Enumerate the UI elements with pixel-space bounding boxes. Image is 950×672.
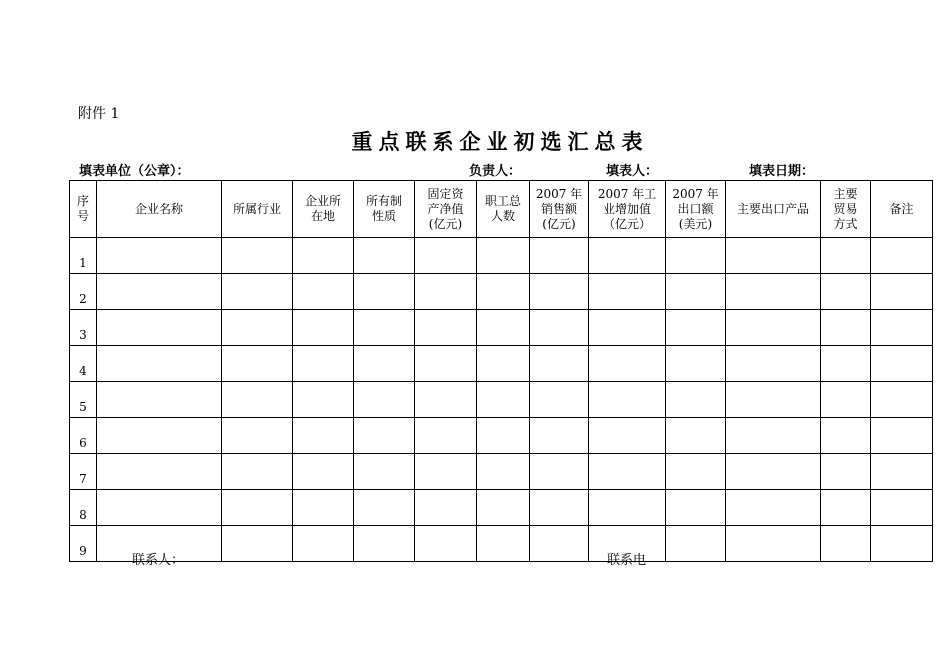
summary-table	[69, 180, 933, 562]
row-number: 1	[70, 238, 97, 274]
column-header	[726, 181, 821, 238]
table-cell	[97, 454, 222, 490]
table-cell	[477, 418, 530, 454]
table-cell	[666, 238, 726, 274]
table-row	[70, 310, 933, 346]
table-cell	[415, 310, 477, 346]
table-cell	[666, 418, 726, 454]
column-header-label: 企业名称	[134, 201, 183, 216]
column-header	[97, 181, 222, 238]
table-cell	[871, 310, 933, 346]
table-cell	[589, 346, 666, 382]
table-cell	[726, 418, 821, 454]
table-cell	[726, 382, 821, 418]
table-cell	[415, 454, 477, 490]
table-cell	[97, 382, 222, 418]
table-cell	[354, 274, 415, 310]
table-cell	[821, 454, 871, 490]
table-cell	[871, 454, 933, 490]
row-number: 5	[70, 382, 97, 418]
table-cell	[726, 310, 821, 346]
table-cell	[97, 346, 222, 382]
table-cell	[477, 346, 530, 382]
column-header	[589, 181, 666, 238]
table-cell	[97, 274, 222, 310]
page-title: 重点联系企业初选汇总表	[351, 129, 649, 154]
table-cell	[666, 490, 726, 526]
row-number: 9	[70, 526, 97, 562]
table-cell	[530, 382, 589, 418]
column-header-label: 2007 年 销售额 (亿元)	[535, 186, 583, 231]
row-number: 3	[70, 310, 97, 346]
table-row	[70, 238, 933, 274]
table-cell	[415, 346, 477, 382]
table-body	[70, 238, 933, 562]
table-cell	[530, 238, 589, 274]
row-number: 2	[70, 274, 97, 310]
table-cell	[222, 382, 293, 418]
table-cell	[530, 310, 589, 346]
table-cell	[821, 490, 871, 526]
column-header	[821, 181, 871, 238]
column-header-label: 主要出口产品	[736, 201, 809, 216]
table-cell	[415, 238, 477, 274]
table-cell	[222, 274, 293, 310]
column-header	[666, 181, 726, 238]
table-cell	[589, 238, 666, 274]
table-cell	[871, 238, 933, 274]
table-cell	[726, 526, 821, 562]
table-cell	[530, 274, 589, 310]
table-cell	[821, 346, 871, 382]
table-cell	[97, 238, 222, 274]
attachment-label: 附件 1	[78, 106, 120, 122]
table-cell	[293, 454, 354, 490]
table-cell	[871, 418, 933, 454]
table-cell	[354, 418, 415, 454]
table-cell	[415, 418, 477, 454]
column-header-label: 2007 年 出口额 (美元)	[672, 186, 719, 231]
column-header	[222, 181, 293, 238]
column-header-label: 企业所 在地	[304, 194, 341, 223]
filling-unit-label: 填表单位（公章）：	[79, 164, 190, 179]
table-cell	[589, 454, 666, 490]
table-cell	[293, 418, 354, 454]
table-cell	[97, 490, 222, 526]
table-cell	[666, 526, 726, 562]
table-cell	[477, 238, 530, 274]
table-cell	[415, 274, 477, 310]
table-cell	[354, 490, 415, 526]
table-cell	[415, 526, 477, 562]
form-filler-label: 填表人：	[606, 164, 659, 179]
table-cell	[222, 310, 293, 346]
contact-person-label: 联系人：	[132, 553, 185, 568]
table-cell	[530, 418, 589, 454]
responsible-person-label: 负责人：	[469, 164, 522, 179]
table-cell	[415, 382, 477, 418]
table-cell	[726, 274, 821, 310]
table-row	[70, 490, 933, 526]
table-cell	[222, 238, 293, 274]
table-cell	[589, 418, 666, 454]
table-cell	[530, 346, 589, 382]
table-cell	[821, 382, 871, 418]
table-cell	[293, 382, 354, 418]
table-cell	[726, 490, 821, 526]
table-cell	[821, 418, 871, 454]
table-cell	[222, 418, 293, 454]
table-row	[70, 274, 933, 310]
table-cell	[354, 346, 415, 382]
contact-phone-label: 联系电	[607, 553, 647, 568]
table-cell	[477, 454, 530, 490]
table-cell	[293, 310, 354, 346]
table-cell	[530, 490, 589, 526]
table-cell	[354, 526, 415, 562]
table-cell	[97, 418, 222, 454]
row-number: 4	[70, 346, 97, 382]
row-number: 8	[70, 490, 97, 526]
table-cell	[871, 346, 933, 382]
table-cell	[293, 346, 354, 382]
table-cell	[354, 310, 415, 346]
table-header-row	[70, 181, 933, 238]
table-cell	[477, 526, 530, 562]
table-cell	[821, 274, 871, 310]
table-cell	[666, 454, 726, 490]
table-cell	[821, 310, 871, 346]
table-cell	[222, 526, 293, 562]
table-cell	[871, 274, 933, 310]
table-cell	[222, 490, 293, 526]
table-cell	[589, 382, 666, 418]
column-header-label: 所属行业	[232, 201, 281, 216]
column-header-label: 固定资 产净值 (亿元)	[427, 186, 464, 231]
column-header-label: 2007 年工 业增加值 （亿元）	[597, 186, 657, 231]
table-cell	[821, 238, 871, 274]
column-header-label: 主要 贸易 方式	[833, 186, 858, 231]
table-cell	[666, 310, 726, 346]
table-row	[70, 526, 933, 562]
table-cell	[477, 490, 530, 526]
table-cell	[666, 346, 726, 382]
table-cell	[530, 454, 589, 490]
table-row	[70, 346, 933, 382]
table-row	[70, 382, 933, 418]
table-cell	[726, 454, 821, 490]
table-cell	[293, 274, 354, 310]
table-cell	[589, 310, 666, 346]
column-header	[871, 181, 933, 238]
column-header	[70, 181, 97, 238]
table-cell	[293, 490, 354, 526]
row-number: 6	[70, 418, 97, 454]
table-cell	[871, 526, 933, 562]
table-cell	[477, 310, 530, 346]
table-row	[70, 418, 933, 454]
column-header-label: 所有制 性质	[365, 194, 402, 223]
table-cell	[354, 382, 415, 418]
table-cell	[726, 238, 821, 274]
column-header-label: 备注	[889, 201, 914, 216]
fill-date-label: 填表日期：	[749, 164, 815, 179]
table-cell	[589, 490, 666, 526]
table-cell	[354, 454, 415, 490]
table-cell	[222, 346, 293, 382]
table-cell	[222, 454, 293, 490]
column-header	[354, 181, 415, 238]
table-cell	[415, 490, 477, 526]
column-header	[477, 181, 530, 238]
table-cell	[871, 382, 933, 418]
column-header	[293, 181, 354, 238]
table-cell	[293, 526, 354, 562]
table-cell	[666, 274, 726, 310]
table-cell	[477, 382, 530, 418]
table-cell	[871, 490, 933, 526]
table-cell	[726, 346, 821, 382]
table-cell	[477, 274, 530, 310]
column-header	[415, 181, 477, 238]
column-header	[530, 181, 589, 238]
table-cell	[97, 310, 222, 346]
row-number: 7	[70, 454, 97, 490]
table-cell	[530, 526, 589, 562]
table-cell	[589, 274, 666, 310]
table-cell	[666, 382, 726, 418]
column-header-label: 序 号	[76, 194, 89, 223]
table-row	[70, 454, 933, 490]
table-cell	[293, 238, 354, 274]
column-header-label: 职工总 人数	[484, 194, 521, 223]
table-cell	[821, 526, 871, 562]
table-cell	[354, 238, 415, 274]
